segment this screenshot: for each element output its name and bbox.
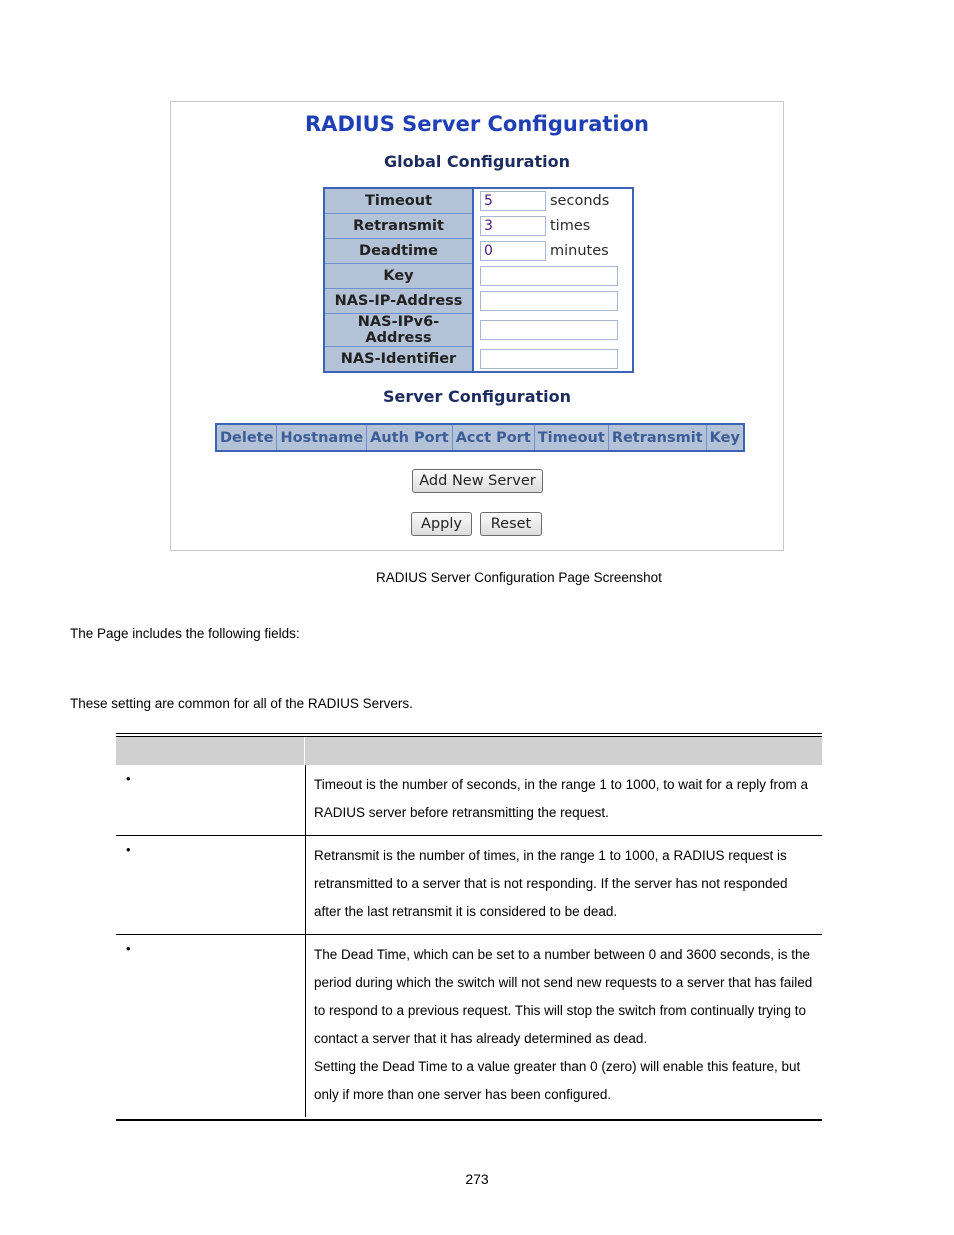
bullet-icon: • — [126, 771, 131, 786]
nas-identifier-label: NAS-Identifier — [324, 347, 473, 373]
global-row-nas-ip — [324, 289, 633, 314]
bullet-icon: • — [126, 941, 131, 956]
intro-text: The Page includes the following fields: — [70, 626, 300, 641]
radius-config-screenshot — [170, 101, 784, 551]
desc-row-deadtime — [116, 935, 822, 1117]
add-new-server-button[interactable]: Add New Server — [412, 469, 543, 493]
reset-button[interactable]: Reset — [480, 512, 542, 536]
figure-caption: RADIUS Server Configuration Page Screenshot — [376, 570, 662, 585]
server-header-row — [216, 424, 744, 451]
col-delete: Delete — [216, 424, 277, 451]
nas-ip-label: NAS-IP-Address — [324, 289, 473, 314]
table-bottom-rule — [116, 1119, 822, 1121]
desc-text-deadtime — [305, 935, 822, 1117]
nas-ip-input[interactable] — [480, 291, 618, 311]
server-config-table — [215, 423, 745, 452]
retransmit-label: Retransmit — [324, 214, 473, 239]
key-label: Key — [324, 264, 473, 289]
deadtime-text-1: The Dead Time, which can be set to a number between 0 and 3600 seconds, is the period during which the switch will not send new requests to a server that has failed to respond to a previous request. This will stop the switch from continually trying to contact a server that it has already determined as dead. — [314, 947, 813, 1046]
retransmit-unit: times — [550, 218, 591, 234]
nas-ipv6-input[interactable] — [480, 320, 618, 340]
server-config-heading: Server Configuration — [382, 387, 572, 406]
desc-text-retransmit: Retransmit is the number of times, in the range 1 to 1000, a RADIUS request is retransmitted to a server that is not responding. If the server has not responded after the last retransmit it is considered to be dead. — [305, 836, 822, 934]
page-number: 273 — [465, 1171, 489, 1187]
global-row-retransmit — [324, 214, 633, 239]
col-hostname: Hostname — [277, 424, 367, 451]
timeout-label: Timeout — [324, 188, 473, 214]
global-row-nas-ipv6 — [324, 314, 633, 347]
deadtime-input[interactable]: 0 — [480, 241, 546, 261]
desc-text-timeout: Timeout is the number of seconds, in the range 1 to 1000, to wait for a reply from a RADIUS server before retransmitting the request. — [305, 765, 822, 835]
global-row-key — [324, 264, 633, 289]
global-config-heading: Global Configuration — [384, 152, 570, 171]
nas-ipv6-label: NAS-IPv6-Address — [324, 314, 473, 347]
desc-row-timeout — [116, 765, 822, 836]
retransmit-input[interactable]: 3 — [480, 216, 546, 236]
col-retransmit: Retransmit — [608, 424, 706, 451]
timeout-input[interactable]: 5 — [480, 191, 546, 211]
deadtime-unit: minutes — [550, 243, 609, 259]
col-timeout: Timeout — [534, 424, 608, 451]
table-header-row — [116, 737, 822, 765]
col-auth-port: Auth Port — [367, 424, 453, 451]
nas-identifier-input[interactable] — [480, 349, 618, 369]
deadtime-text-2: Setting the Dead Time to a value greater than 0 (zero) will enable this feature, but only if more than one server has been configured. — [314, 1059, 801, 1102]
page-title: RADIUS Server Configuration — [305, 112, 649, 136]
global-row-deadtime — [324, 239, 633, 264]
timeout-unit: seconds — [550, 193, 610, 210]
section-note: These setting are common for all of the RADIUS Servers. — [70, 696, 413, 711]
col-key: Key — [706, 424, 744, 451]
apply-button[interactable]: Apply — [411, 512, 472, 536]
field-description-table — [116, 733, 822, 1121]
key-input[interactable] — [480, 266, 618, 286]
global-row-timeout — [324, 188, 633, 214]
global-config-table — [323, 187, 634, 373]
bullet-icon: • — [126, 842, 131, 857]
deadtime-label: Deadtime — [324, 239, 473, 264]
col-acct-port: Acct Port — [452, 424, 534, 451]
global-row-nas-identifier — [324, 347, 633, 373]
desc-row-retransmit — [116, 836, 822, 935]
